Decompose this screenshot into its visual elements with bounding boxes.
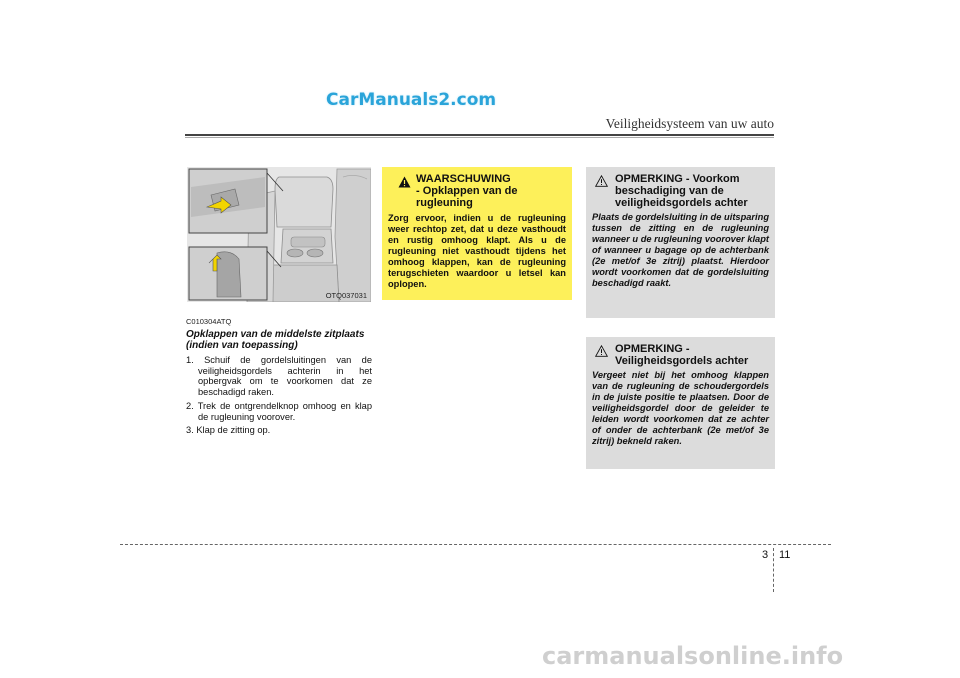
note-body: Plaats de gordelsluiting in de uitsparing tussen de zitting en de rugleuning wanneer u de rugleuning voorover klapt of wanneer u bagage op de achterbank (2e met/of 3e zitrij) plaatst. Hierdoor wordt voorkomen dat de gordelsluiting beschadigd raakt. [592, 212, 769, 288]
note-box-seatbelt-damage [586, 167, 775, 318]
steps-list [186, 355, 372, 436]
section-code: C010304ATQ [186, 317, 232, 326]
chapter-number: 3 [762, 549, 769, 561]
step-item: 3. Klap de zitting op. [186, 425, 271, 436]
footer-rule [120, 544, 831, 545]
header-rule-thin [185, 137, 774, 138]
watermark-carmanuals2: CarManuals2.com [326, 90, 497, 110]
warning-title: WAARSCHUWING [416, 173, 511, 185]
warning-subtitle: - Opklappen van de rugleuning [416, 185, 518, 209]
page-number: 11 [779, 549, 791, 561]
note-box-rear-seatbelts [586, 337, 775, 469]
page-header-title: Veiligheidsysteem van uw auto [605, 116, 774, 131]
note-title: OPMERKING - Veiligheidsgordels achter [615, 343, 749, 367]
warning-triangle-icon [398, 175, 411, 193]
note-header [592, 173, 769, 209]
note-header [592, 343, 769, 367]
note-body: Vergeet niet bij het omhoog klappen van de rugleuning de schoudergordels in de juiste positie te plaatsen. Door de veiligheidsgordel door de geleider te leiden wordt voorkomen dat ze achter of onder de achterbank (2e met/of 3e zitrij) bekneld raken. [592, 370, 769, 446]
warning-box [382, 167, 572, 300]
caution-triangle-icon [595, 174, 608, 192]
step-item: 2. Trek de ontgrendelknop omhoog en klap de rugleuning voorover. [186, 400, 372, 422]
step-item: 1. Schuif de gordelsluitingen van de veiligheidsgordels achterin in het opbergvak om te voorkomen dat ze beschadigd raken. [186, 355, 372, 398]
caution-triangle-icon [595, 344, 608, 362]
header-rule [185, 134, 774, 136]
warning-body: Zorg ervoor, indien u de rugleuning weer rechtop zet, dat u deze vasthoudt en rustig omhoog klapt. Als u de rugleuning niet vasthoudt tijdens het omhoog klappen, kan de rugleuning terugschieten waardoor u letsel kan oplopen. [388, 213, 566, 289]
section-title: Opklappen van de middelste zitplaats (indien van toepassing) [186, 329, 365, 351]
seat-illustration [187, 167, 371, 302]
footer-divider [773, 548, 774, 592]
warning-header [388, 173, 566, 209]
seat-folding-photo [187, 167, 371, 302]
watermark-carmanualsonline: carmanualsonline.info [542, 642, 844, 670]
figure-code: OTQ037031 [325, 291, 367, 300]
note-title: OPMERKING - Voorkom beschadiging van de veiligheidsgordels achter [615, 173, 748, 209]
section-text [186, 317, 372, 439]
